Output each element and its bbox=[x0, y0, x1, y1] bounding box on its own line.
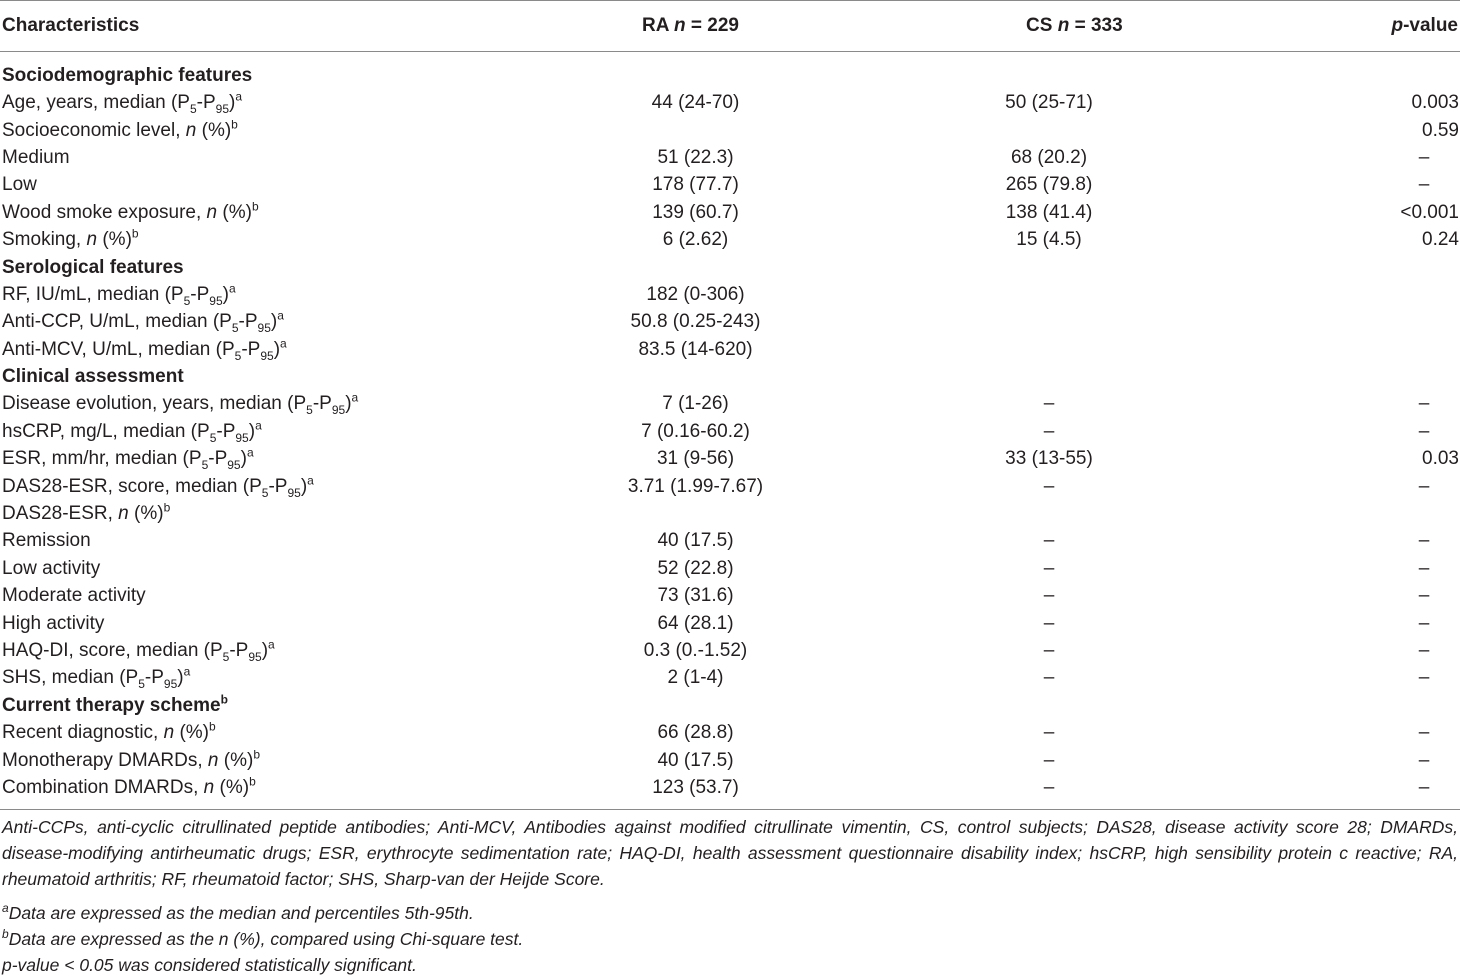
cell-cs: – bbox=[1043, 722, 1055, 744]
table-row bbox=[0, 500, 1460, 527]
cell-ra: 3.71 (1.99-7.67) bbox=[627, 475, 764, 497]
cell-ra bbox=[560, 363, 827, 390]
table-row bbox=[0, 226, 1460, 253]
cell-cs: – bbox=[1043, 393, 1055, 415]
table-row bbox=[0, 445, 1460, 472]
header-row bbox=[0, 1, 1460, 52]
cell-p bbox=[1327, 253, 1460, 280]
section-row bbox=[0, 253, 1460, 280]
cell-cs: 50 (25-71) bbox=[1005, 92, 1093, 114]
cell-p bbox=[1327, 336, 1460, 363]
cell-ra: 83.5 (14-620) bbox=[638, 338, 753, 360]
table-row bbox=[0, 281, 1460, 308]
footnote-a: $^a$Data are expressed as the median and percentiles 5th-95th. bbox=[2, 900, 474, 923]
row-label: Moderate activity bbox=[2, 585, 146, 607]
cell-cs: – bbox=[1043, 475, 1055, 497]
cell-ra bbox=[560, 692, 827, 719]
cell-ra: 123 (53.7) bbox=[560, 774, 827, 810]
header-ra: RA n = 229 bbox=[560, 1, 827, 52]
row-label: Combination DMARDs, n (%)$^b$ bbox=[0, 774, 560, 810]
cell-p bbox=[1327, 500, 1460, 527]
cell-p bbox=[1327, 281, 1460, 308]
row-label: Serological features bbox=[2, 256, 184, 278]
cell-ra: 7 (0.16-60.2) bbox=[641, 420, 750, 442]
cell-cs: – bbox=[827, 774, 1327, 810]
cell-cs: – bbox=[1043, 530, 1055, 552]
cell-ra: 6 (2.62) bbox=[662, 229, 729, 251]
cell-p bbox=[1327, 363, 1460, 390]
cell-ra: 2 (1-4) bbox=[667, 667, 724, 689]
table-row bbox=[0, 89, 1460, 116]
table-row bbox=[0, 719, 1460, 746]
cell-ra: 52 (22.8) bbox=[657, 557, 734, 579]
abbreviations-note: Anti-CCPs, anti-cyclic citrullinated peptide antibodies; Anti-MCV, Antibodies against modified citrullinate vimentin, CS, control subjects; DAS28, disease activity score 28; DMARDs, disease-modifying antirheumatic drugs; ESR, erythrocyte sedimentation rate; HAQ-DI, health assessment questionnaire disability index; hsCRP, high sensibility protein c reactive; RA, rheumatoid arthritis; RF, rheumatoid factor; SHS, Sharp-van der Heijde Score. bbox=[2, 816, 1458, 889]
row-label: SHS, median $(P_5-P_{95})^a$ bbox=[2, 665, 191, 692]
row-label: Wood smoke exposure, n (%)$^b$ bbox=[2, 199, 259, 223]
table-row bbox=[0, 171, 1460, 198]
table-row bbox=[0, 664, 1460, 691]
row-label: Medium bbox=[2, 146, 70, 168]
table-row bbox=[0, 144, 1460, 171]
row-label: hsCRP, mg/L, median $(P_5-P_{95})^a$ bbox=[2, 418, 262, 445]
cell-ra: 40 (17.5) bbox=[657, 530, 734, 552]
table-row bbox=[0, 527, 1460, 554]
cell-p: – bbox=[1418, 174, 1430, 196]
cell-ra bbox=[560, 253, 827, 280]
table-row bbox=[0, 774, 1460, 810]
row-label: Recent diagnostic, n (%)$^b$ bbox=[2, 719, 216, 744]
cell-cs: – bbox=[1043, 420, 1055, 442]
row-label: Smoking, n (%)$^b$ bbox=[2, 226, 139, 251]
table-row bbox=[0, 582, 1460, 609]
table-header bbox=[0, 1, 1460, 52]
cell-p: – bbox=[1418, 585, 1430, 607]
row-label: DAS28-ESR, n (%)$^b$ bbox=[2, 500, 171, 525]
row-label: Socioeconomic level, n (%)$^b$ bbox=[2, 117, 238, 141]
cell-ra: 178 (77.7) bbox=[652, 174, 739, 196]
cell-p: – bbox=[1418, 640, 1430, 661]
cell-cs bbox=[827, 500, 1327, 527]
cell-cs bbox=[827, 52, 1327, 90]
cell-cs: – bbox=[1043, 612, 1055, 634]
table-row bbox=[0, 472, 1460, 499]
cell-ra: 31 (9-56) bbox=[656, 448, 735, 470]
cell-cs bbox=[827, 336, 1327, 363]
table-row bbox=[0, 609, 1460, 636]
row-label: RF, IU/mL, median $(P_5-P_{95})^a$ bbox=[2, 281, 236, 308]
cell-cs: – bbox=[1043, 640, 1055, 661]
cell-p: 0.24 bbox=[1422, 229, 1459, 251]
footnotes bbox=[0, 900, 1460, 978]
cell-ra bbox=[560, 116, 827, 143]
section-row bbox=[0, 363, 1460, 390]
row-label: Age, years, median $(P_5-P_{95})^a$ bbox=[2, 89, 243, 116]
cell-p: – bbox=[1418, 420, 1430, 442]
cell-cs: 265 (79.8) bbox=[1005, 174, 1093, 196]
cell-ra: 182 (0-306) bbox=[646, 283, 745, 305]
table-row bbox=[0, 390, 1460, 417]
cell-ra: 0.3 (0.-1.52) bbox=[643, 640, 748, 661]
row-label: Clinical assessment bbox=[2, 366, 184, 388]
row-label: Disease evolution, years, median $(P_5-P_{95})^a$ bbox=[2, 391, 359, 418]
cell-cs: – bbox=[1043, 667, 1055, 689]
cell-p bbox=[1327, 308, 1460, 335]
cell-ra: 64 (28.1) bbox=[657, 612, 734, 634]
row-label: Anti-MCV, U/mL, median $(P_5-P_{95})^a$ bbox=[2, 336, 287, 363]
cell-cs bbox=[827, 281, 1327, 308]
cell-p: – bbox=[1418, 749, 1430, 771]
table-row bbox=[0, 199, 1460, 226]
cell-p: 0.003 bbox=[1411, 92, 1459, 114]
row-label: High activity bbox=[2, 612, 105, 634]
cell-cs bbox=[827, 253, 1327, 280]
header-p-value: p-value bbox=[1327, 1, 1460, 52]
cell-p: – bbox=[1418, 146, 1430, 168]
cell-ra: 139 (60.7) bbox=[652, 201, 739, 223]
table-body bbox=[0, 52, 1460, 810]
cell-p: – bbox=[1418, 530, 1430, 552]
row-label: HAQ-DI, score, median $(P_5-P_{95})^a$ bbox=[2, 637, 275, 664]
cell-p: – bbox=[1418, 393, 1430, 415]
cell-cs: 138 (41.4) bbox=[1005, 201, 1093, 223]
cell-p: 0.03 bbox=[1422, 448, 1459, 470]
footnote-b: $^b$Data are expressed as the n (%), compared using Chi-square test. bbox=[2, 926, 524, 949]
cell-cs bbox=[827, 363, 1327, 390]
cell-p: – bbox=[1418, 722, 1430, 744]
cell-p: – bbox=[1418, 475, 1430, 497]
table-row bbox=[0, 637, 1460, 664]
cell-p bbox=[1327, 692, 1460, 719]
table-row bbox=[0, 746, 1460, 773]
cell-cs: – bbox=[1043, 585, 1055, 607]
row-label: Current therapy scheme$^b$ bbox=[2, 692, 228, 716]
header-cs: CS n = 333 bbox=[827, 1, 1327, 52]
table-row bbox=[0, 116, 1460, 143]
cell-ra: 50.8 (0.25-243) bbox=[630, 311, 761, 333]
cell-cs: – bbox=[1043, 557, 1055, 579]
cell-p bbox=[1327, 52, 1460, 90]
row-label: Low bbox=[2, 174, 37, 196]
cell-p: <0.001 bbox=[1400, 201, 1459, 223]
cell-cs: 33 (13-55) bbox=[1005, 448, 1093, 470]
row-label: ESR, mm/hr, median $(P_5-P_{95})^a$ bbox=[2, 445, 254, 473]
row-label: DAS28-ESR, score, median $(P_5-P_{95})^a$ bbox=[2, 473, 314, 500]
row-label: Low activity bbox=[2, 557, 101, 579]
cell-cs bbox=[827, 116, 1327, 143]
cell-ra: 73 (31.6) bbox=[657, 585, 734, 607]
cell-cs: 15 (4.5) bbox=[1016, 229, 1082, 251]
section-row bbox=[0, 52, 1460, 90]
table-row bbox=[0, 308, 1460, 335]
table-row bbox=[0, 336, 1460, 363]
row-label: Sociodemographic features bbox=[2, 65, 253, 86]
header-characteristics: Characteristics bbox=[0, 1, 560, 52]
cell-p: – bbox=[1418, 557, 1430, 579]
cell-cs bbox=[827, 692, 1327, 719]
cell-ra: 44 (24-70) bbox=[651, 92, 740, 114]
cell-ra: 66 (28.8) bbox=[657, 722, 734, 744]
cell-ra bbox=[560, 500, 827, 527]
cell-ra: 7 (1-26) bbox=[662, 393, 729, 415]
cell-ra: 40 (17.5) bbox=[657, 749, 734, 771]
row-label: Monotherapy DMARDs, n (%)$^b$ bbox=[2, 747, 260, 771]
cell-p: – bbox=[1327, 774, 1460, 810]
cell-cs bbox=[827, 308, 1327, 335]
cell-p: – bbox=[1418, 612, 1430, 634]
cell-ra bbox=[560, 52, 827, 90]
section-row bbox=[0, 692, 1460, 719]
table-row bbox=[0, 555, 1460, 582]
cell-p: 0.59 bbox=[1422, 119, 1459, 141]
cell-ra: 51 (22.3) bbox=[657, 146, 734, 168]
footnote-p: p-value < 0.05 was considered statistically significant. bbox=[2, 954, 417, 975]
cell-cs: 68 (20.2) bbox=[1010, 146, 1088, 168]
row-label: Remission bbox=[2, 530, 91, 552]
row-label: Anti-CCP, U/mL, median $(P_5-P_{95})^a$ bbox=[2, 308, 284, 336]
cell-cs: – bbox=[1043, 749, 1055, 771]
cell-p: – bbox=[1418, 667, 1430, 689]
table-row bbox=[0, 418, 1460, 445]
